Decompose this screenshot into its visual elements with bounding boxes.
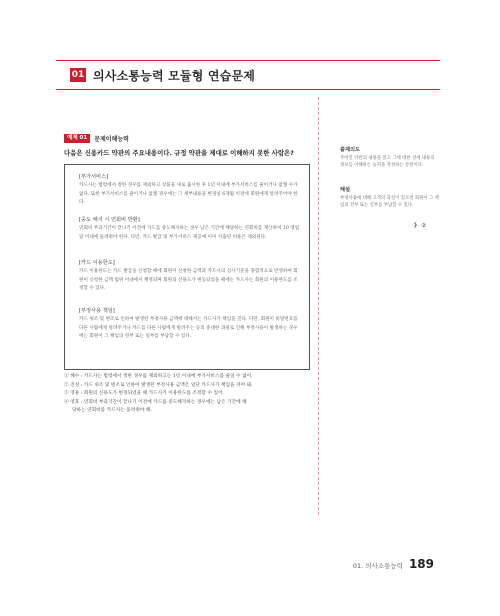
intent-block bbox=[340, 147, 440, 169]
option-3[interactable] bbox=[64, 390, 314, 399]
option-text: 영호 : 연회비 부과기간이 끝나기 이전에 카드를 중도해지하는 경우에는 남은 기간에 해 bbox=[70, 399, 247, 405]
option-text: 영훈 : 회원의 신용도가 변경되었을 때 카드사가 이용한도를 조정할 수 있어. bbox=[70, 391, 225, 397]
option-text: 혜수 : 카드사는 법령에서 정한 경우를 제외하고는 1년 이내에 부가서비스를 줄일 수 없어. bbox=[70, 374, 253, 379]
chapter-number-badge: 01 bbox=[71, 70, 85, 80]
option-number: ① bbox=[64, 374, 69, 379]
option-number: ④ bbox=[64, 399, 69, 405]
terms-section-fraud-liability bbox=[79, 308, 301, 342]
problem-type: 문제이해능력 bbox=[94, 136, 129, 143]
answer-options bbox=[64, 373, 314, 416]
answer-marker: 》 bbox=[414, 223, 420, 229]
intent-body: 주어진 약관의 내용을 읽고 그에 대한 상세 내용의 정보를 이해하는 능력을 측정하는 문항이다. bbox=[340, 156, 435, 169]
footer-chapter: 01. 의사소통능력 bbox=[352, 562, 403, 570]
answer bbox=[414, 221, 426, 229]
terms-heading: [부가서비스] bbox=[79, 174, 109, 180]
terms-section-card-limit bbox=[79, 260, 301, 294]
option-text: 진성 : 카드 위조 및 변조로 인하여 발생된 부정사용 금액은 일단 카드사가 책임을 져야 돼. bbox=[70, 382, 253, 388]
terms-body: 카드 이용한도는 카드 발급을 신청할 때에 회원이 신청한 금액과 카드사의 심사기준을 종합적으로 반영하여 회원이 신청한 금액 범위 이내에서 책정되며 회원의 신용도가 변동되었을 때에는 카드사는 회원의 이용한도를 조정할 수 있다. bbox=[79, 269, 298, 291]
terms-heading: [중도 해지 시 연회비 반환] bbox=[79, 217, 140, 223]
terms-box bbox=[64, 164, 310, 370]
terms-body: 카드 위조 및 변조로 인하여 발생된 부정사용 금액에 대해서는 카드사가 책임을 진다. 다만, 회원이 비밀번호를 다른 사람에게 알려주거나 카드를 다른 사람에게 빌려주는 등의 중대한 과실로 인해 부정사용이 발생하는 경우에는 회원이 그 책임의 전부 또는 일부를 부담할 수 있다. bbox=[79, 317, 298, 339]
page-number: 189 bbox=[408, 557, 434, 571]
chapter-title: 의사소통능력 모듈형 연습문제 bbox=[93, 68, 256, 83]
question-text: 다음은 신용카드 약관의 주요내용이다. 규정 약관을 제대로 이해하지 못한 사람은? bbox=[64, 149, 294, 157]
option-number: ③ bbox=[64, 391, 69, 397]
terms-body: 연회비 부과기간이 끝나기 이전에 카드를 중도해지하는 경우 남은 기간에 해당하는 연회비를 계산하여 10 영업일 이내에 돌려줘야 한다. 다만, 카드 발급 및 부가서비스 제공에 이미 지출된 비용은 제외된다. bbox=[79, 226, 300, 240]
terms-heading: [부정사용 책임] bbox=[79, 308, 115, 314]
problem-label bbox=[64, 134, 129, 143]
page-footer bbox=[353, 557, 434, 571]
commentary-block bbox=[340, 187, 440, 209]
option-4[interactable] bbox=[64, 399, 314, 416]
terms-section-annual-fee-refund bbox=[79, 217, 301, 242]
chapter-header bbox=[56, 60, 440, 90]
terms-heading: [카드 이용한도] bbox=[79, 260, 115, 266]
option-1[interactable] bbox=[64, 373, 314, 382]
commentary-heading: 해설 bbox=[340, 187, 351, 193]
terms-body: 카드사는 법령에서 정한 경우를 제외하고 상품을 새로 출시한 후 1년 이내에 부가서비스를 줄이거나 없앨 수가 없다. 또한 부가서비스를 줄이거나 없앨 경우에는 그 세부내용을 변경일 6개월 이전에 회원에게 알려주어야 한다. bbox=[79, 183, 298, 205]
answer-value: ② bbox=[421, 223, 427, 229]
terms-section-additional-services bbox=[79, 174, 301, 208]
option-number: ② bbox=[64, 382, 69, 388]
option-2[interactable] bbox=[64, 382, 314, 391]
intent-heading: 출제의도 bbox=[340, 147, 361, 153]
commentary-body: 부정사용에 대해 고객의 과실이 있으면 회원이 그 책임의 전부 또는 일부를 부담할 수 있다. bbox=[340, 196, 439, 209]
column-divider bbox=[318, 97, 319, 515]
problem-badge: 예제 01 bbox=[64, 134, 90, 143]
option-text-continued: 당하는 연회비를 카드사는 돌려줘야 해. bbox=[72, 408, 152, 414]
